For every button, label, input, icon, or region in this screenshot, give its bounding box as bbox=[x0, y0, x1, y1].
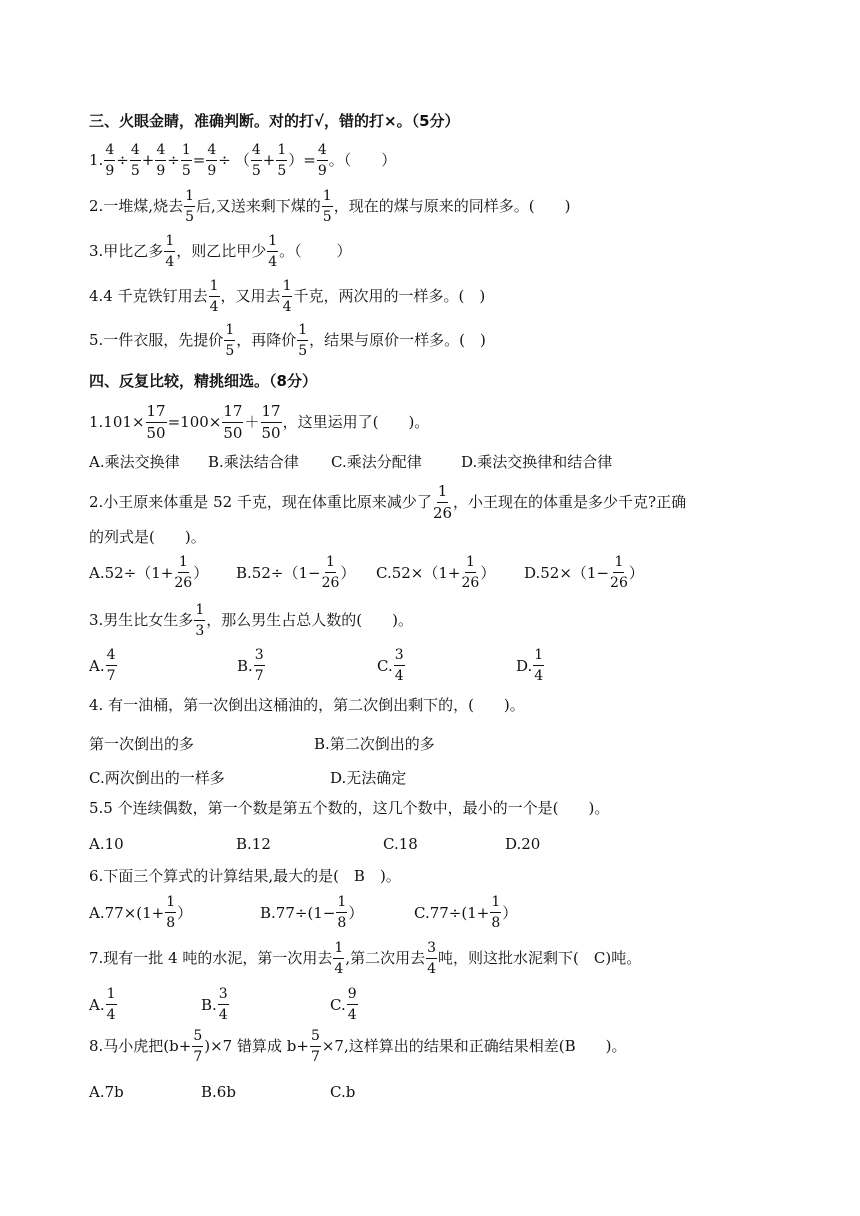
option-b: B.乘法结合律 bbox=[208, 453, 299, 471]
fraction: $\frac{4}{9}$ bbox=[207, 142, 217, 179]
option-d: D. $\frac{1}{4}$ bbox=[516, 647, 544, 684]
fraction: $\frac{1}{4}$ bbox=[165, 233, 175, 270]
fraction: $\frac{1}{5}$ bbox=[181, 142, 191, 179]
option-d: D.乘法交换律和结合律 bbox=[461, 453, 613, 471]
section-4-title: 四、反复比较，精挑细选。（8分） bbox=[89, 372, 317, 390]
option-b: B. $\frac{3}{7}$ bbox=[237, 647, 264, 684]
fraction: $\frac{3}{7}$ bbox=[254, 647, 264, 684]
fraction: $\frac{1}{3}$ bbox=[195, 602, 205, 639]
sec3-question-2: 2.一堆煤,烧去 $\frac{1}{5}$ 后,又送来剩下煤的 $\frac{1}{5}$ ，现在的煤与原来的同样多。( ) bbox=[89, 188, 571, 225]
option-a: A.乘法交换律 bbox=[89, 453, 180, 471]
fraction: $\frac{1}{4}$ bbox=[282, 278, 292, 315]
fraction: $\frac{1}{26}$ bbox=[432, 482, 453, 522]
option-a: A. $\frac{4}{7}$ bbox=[89, 647, 116, 684]
option-d: D.20 bbox=[505, 835, 541, 853]
option-d: D.52×（1− $\frac{1}{26}$ ） bbox=[524, 554, 644, 591]
sec4-question-4: 4. 有一油桶，第一次倒出这桶油的，第二次倒出剩下的，( )。 bbox=[89, 696, 525, 714]
option-b: B.第二次倒出的多 bbox=[314, 735, 435, 753]
fraction: $\frac{1}{4}$ bbox=[334, 940, 344, 977]
sec4-question-5: 5.5 个连续偶数，第一个数是第五个数的，这几个数中，最小的一个是( )。 bbox=[89, 799, 610, 817]
sec4-question-3: 3.男生比女生多 $\frac{1}{3}$ ，那么男生占总人数的( )。 bbox=[89, 602, 413, 639]
sec3-question-4: 4.4 千克铁钉用去 $\frac{1}{4}$ ，又用去 $\frac{1}{4}$ 千克，两次用的一样多。( ) bbox=[89, 278, 486, 315]
sec3-question-1: 1. $\frac{4}{9}$ ÷ $\frac{4}{5}$ + $\frac{4}{9}$ ÷ $\frac{1}{5}$ = $\frac{4}{9}$ ÷ （ $\frac{4}{5}$ + $\frac{1}{5}$ ） = $\frac{4}{9}$ 。（ ） bbox=[89, 142, 397, 179]
fraction: $\frac{1}{26}$ bbox=[461, 554, 480, 591]
fraction: $\frac{3}{4}$ bbox=[218, 986, 228, 1023]
fraction: $\frac{17}{50}$ bbox=[261, 402, 281, 442]
fraction: $\frac{1}{8}$ bbox=[337, 894, 347, 931]
option-a: A.10 bbox=[89, 835, 124, 853]
fraction: $\frac{4}{9}$ bbox=[156, 142, 166, 179]
option-b: B. $\frac{3}{4}$ bbox=[201, 986, 228, 1023]
option-c: C. $\frac{9}{4}$ bbox=[330, 986, 357, 1023]
sec4-question-2-cont: 的列式是( )。 bbox=[89, 528, 206, 546]
option-b: B.77÷(1− $\frac{1}{8}$ ） bbox=[260, 894, 364, 931]
fraction: $\frac{5}{7}$ bbox=[193, 1028, 203, 1065]
sec3-question-5: 5.一件衣服，先提价 $\frac{1}{5}$ ，再降价 $\frac{1}{5}$ ，结果与原价一样多。( ) bbox=[89, 322, 486, 359]
fraction: $\frac{3}{4}$ bbox=[394, 647, 404, 684]
option-c: C.b bbox=[330, 1083, 356, 1101]
fraction: $\frac{1}{4}$ bbox=[268, 233, 278, 270]
option-d: D.无法确定 bbox=[330, 769, 407, 787]
fraction: $\frac{1}{5}$ bbox=[225, 322, 235, 359]
fraction: $\frac{1}{4}$ bbox=[209, 278, 219, 315]
option-b: B.52÷（1− $\frac{1}{26}$ ） bbox=[236, 554, 356, 591]
fraction: $\frac{4}{5}$ bbox=[130, 142, 140, 179]
fraction: $\frac{1}{8}$ bbox=[166, 894, 176, 931]
fraction: $\frac{17}{50}$ bbox=[223, 402, 243, 442]
option-a: A.52÷（1+ $\frac{1}{26}$ ） bbox=[89, 554, 209, 591]
fraction: $\frac{17}{50}$ bbox=[146, 402, 166, 442]
option-c: C.两次倒出的一样多 bbox=[89, 769, 225, 787]
fraction: $\frac{1}{5}$ bbox=[277, 142, 287, 179]
sec4-question-7: 7.现有一批 4 吨的水泥，第一次用去 $\frac{1}{4}$ ,第二次用去 $\frac{3}{4}$ 吨，则这批水泥剩下( C)吨。 bbox=[89, 940, 642, 977]
option-c: C. $\frac{3}{4}$ bbox=[377, 647, 404, 684]
fraction: $\frac{1}{5}$ bbox=[298, 322, 308, 359]
fraction: $\frac{1}{26}$ bbox=[321, 554, 340, 591]
sec4-question-8: 8.马小虎把(b+ $\frac{5}{7}$ )×7 错算成 b+ $\frac{5}{7}$ ×7,这样算出的结果和正确结果相差(B )。 bbox=[89, 1028, 627, 1065]
fraction: $\frac{4}{9}$ bbox=[317, 142, 327, 179]
fraction: $\frac{1}{5}$ bbox=[185, 188, 195, 225]
fraction: $\frac{4}{5}$ bbox=[251, 142, 261, 179]
sec4-question-2: 2.小王原来体重是 52 千克，现在体重比原来减少了 $\frac{1}{26}$ ，小王现在的体重是多少千克?正确 bbox=[89, 482, 687, 522]
fraction: $\frac{1}{4}$ bbox=[106, 986, 116, 1023]
option-b: B.6b bbox=[201, 1083, 236, 1101]
fraction: $\frac{5}{7}$ bbox=[310, 1028, 320, 1065]
option-c: C.18 bbox=[383, 835, 418, 853]
fraction: $\frac{9}{4}$ bbox=[347, 986, 357, 1023]
fraction: $\frac{1}{4}$ bbox=[534, 647, 544, 684]
fraction: $\frac{1}{26}$ bbox=[610, 554, 628, 591]
sec3-question-3: 3.甲比乙多 $\frac{1}{4}$ ，则乙比甲少 $\frac{1}{4}$ 。（ ） bbox=[89, 233, 352, 270]
fraction: $\frac{4}{7}$ bbox=[106, 647, 116, 684]
option-c: C.77÷(1+ $\frac{1}{8}$ ） bbox=[414, 894, 518, 931]
fraction: $\frac{4}{9}$ bbox=[105, 142, 115, 179]
option-c: C.乘法分配律 bbox=[331, 453, 422, 471]
fraction: $\frac{1}{26}$ bbox=[174, 554, 193, 591]
section-3-title: 三、火眼金睛，准确判断。对的打√，错的打×。（5分） bbox=[89, 112, 460, 130]
option-a: A.77×(1+ $\frac{1}{8}$ ） bbox=[89, 894, 193, 931]
fraction: $\frac{1}{5}$ bbox=[322, 188, 332, 225]
option-a: A.7b bbox=[89, 1083, 124, 1101]
option-a: A. $\frac{1}{4}$ bbox=[89, 986, 116, 1023]
fraction: $\frac{1}{8}$ bbox=[491, 894, 501, 931]
option-b: B.12 bbox=[236, 835, 271, 853]
sec4-question-6: 6.下面三个算式的计算结果,最大的是( B )。 bbox=[89, 867, 401, 885]
option-c: C.52×（1+ $\frac{1}{26}$ ） bbox=[376, 554, 496, 591]
fraction: $\frac{3}{4}$ bbox=[427, 940, 437, 977]
sec4-question-1: 1.101× $\frac{17}{50}$ =100× $\frac{17}{50}$ ＋ $\frac{17}{50}$ ，这里运用了( )。 bbox=[89, 402, 430, 442]
option-a: 第一次倒出的多 bbox=[89, 735, 195, 753]
